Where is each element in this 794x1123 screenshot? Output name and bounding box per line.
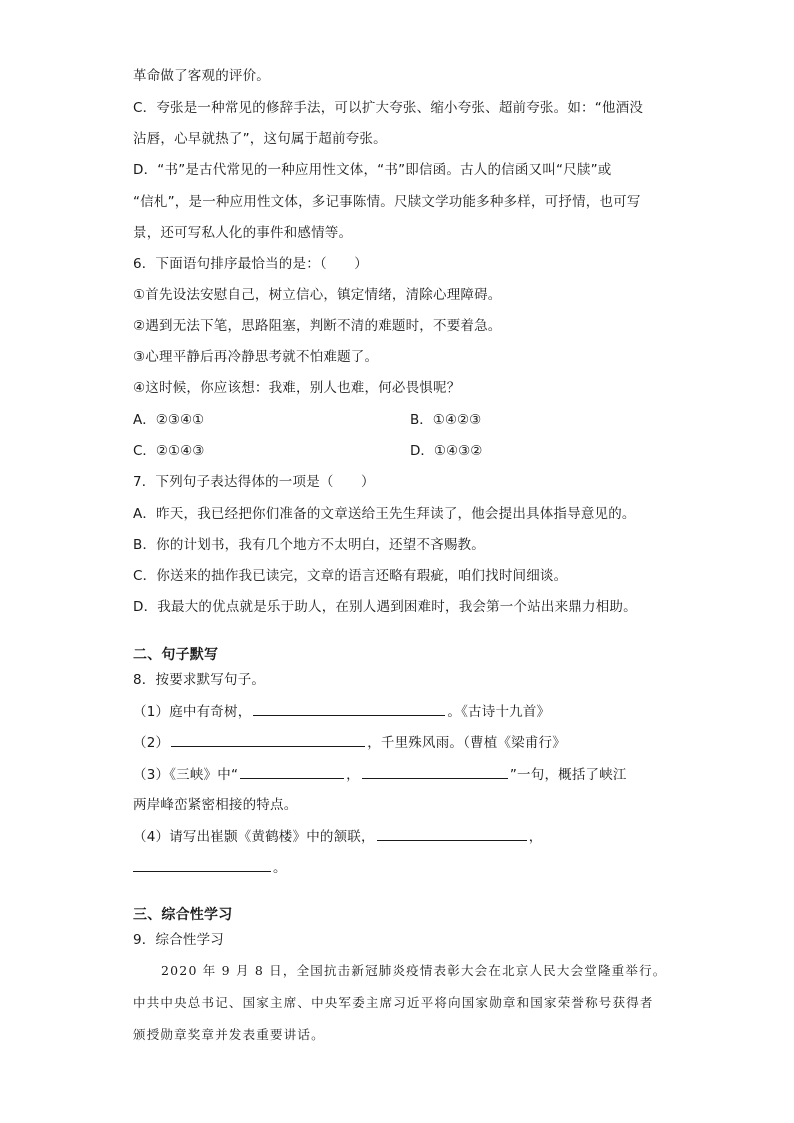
q6-option-d: D．①④③② — [410, 443, 483, 459]
q8-part-4-blank-1[interactable] — [377, 826, 527, 841]
q6-sentence-1: ①首先设法安慰自己，树立信心，镇定情绪，清除心理障碍。 — [133, 287, 502, 303]
section-2-title: 二、句子默写 — [133, 647, 219, 663]
q8-part-3-blank-2[interactable] — [362, 764, 508, 779]
q8-part-3-line2: 两岸峰峦紧密相接的特点。 — [133, 797, 298, 813]
q5-option-c-line1: C．夸张是一种常见的修辞手法，可以扩大夸张、缩小夸张、超前夸张。如：“他酒没 — [133, 100, 644, 116]
q7-option-d: D．我最大的优点就是乐于助人，在别人遇到困难时，我会第一个站出来鼎力相助。 — [133, 599, 637, 615]
q5-option-d-line2: “信札”，是一种应用性文体，多记事陈情。尺牍文学功能多种多样，可抒情，也可写 — [133, 194, 641, 210]
q5-option-c-line2: 沾唇，心早就热了”，这句属于超前夸张。 — [133, 131, 387, 147]
q8-part-1-blank[interactable] — [253, 701, 445, 716]
q8-part-3-comma: ， — [346, 767, 360, 783]
q9-stem: 9．综合性学习 — [133, 932, 224, 948]
q7-stem: 7．下列句子表达得体的一项是（ ） — [133, 474, 375, 490]
q9-passage-line-2: 中共中央总书记、国家主席、中央军委主席习近平将向国家勋章和国家荣誉称号获得者 — [133, 995, 654, 1010]
q8-part-4-end: 。 — [273, 860, 287, 876]
q8-part-2-prefix: （2） — [133, 735, 170, 751]
q6-option-b: B．①④②③ — [410, 412, 482, 428]
q8-part-4-line2 — [133, 857, 287, 878]
q6-sentence-4: ④这时候，你应该想：我难，别人也难，何必畏惧呢？ — [133, 380, 461, 396]
q7-option-c: C．你送来的拙作我已读完，文章的语言还略有瑕疵，咱们找时间细谈。 — [133, 568, 568, 584]
q9-passage-line-1: 2020 年 9 月 8 日，全国抗击新冠肺炎疫情表彰大会在北京人民大会堂隆重举行。 — [161, 963, 667, 978]
q6-sentence-3: ③心理平静后再冷静思考就不怕难题了。 — [133, 349, 379, 365]
section-3-title: 三、综合性学习 — [133, 907, 233, 923]
q6-stem: 6．下面语句排序最恰当的是：（ ） — [133, 256, 368, 272]
q8-part-3-blank-1[interactable] — [240, 764, 344, 779]
q6-option-c: C．②①④③ — [133, 443, 205, 459]
q6-sentence-2: ②遇到无法下笔，思路阻塞，判断不清的难题时，不要着急。 — [133, 318, 502, 334]
q8-part-1-suffix: 。《古诗十九首》 — [447, 704, 551, 720]
q8-part-1 — [133, 701, 550, 722]
q8-part-4 — [133, 826, 542, 847]
q7-option-a: A．昨天，我已经把你们准备的文章送给王先生拜读了，他会提出具体指导意见的。 — [133, 506, 636, 522]
q8-part-4-comma: ， — [528, 829, 543, 845]
q8-part-2 — [133, 732, 566, 753]
q8-part-1-prefix: （1）庭中有奇树， — [133, 704, 252, 720]
q8-part-3 — [133, 764, 627, 785]
q8-part-2-suffix: ，千里殊风雨。（曹植《梁甫行》 — [367, 735, 566, 751]
q8-part-2-blank[interactable] — [171, 732, 365, 747]
q5-option-a-end: 革命做了客观的评价。 — [133, 68, 270, 84]
q8-part-3-prefix: （3）《三峡》中“ — [133, 767, 239, 783]
q8-part-3-suffix: ”一句，概括了峡江 — [509, 767, 627, 783]
q7-option-b: B．你的计划书，我有几个地方不太明白，还望不吝赐教。 — [133, 537, 485, 553]
q8-stem: 8．按要求默写句子。 — [133, 672, 266, 688]
q6-option-a: A．②③④① — [133, 412, 205, 428]
q5-option-d-line1: D．“书”是古代常见的一种应用性文体，“书”即信函。古人的信函又叫“尺牍”或 — [133, 162, 612, 178]
q5-option-d-line3: 景，还可写私人化的事件和感情等。 — [133, 225, 353, 241]
q8-part-4-prefix: （4）请写出崔颢《黄鹤楼》中的颔联， — [133, 829, 375, 845]
q9-passage-line-3: 颁授勋章奖章并发表重要讲话。 — [133, 1027, 325, 1042]
q8-part-4-blank-2[interactable] — [133, 857, 271, 872]
